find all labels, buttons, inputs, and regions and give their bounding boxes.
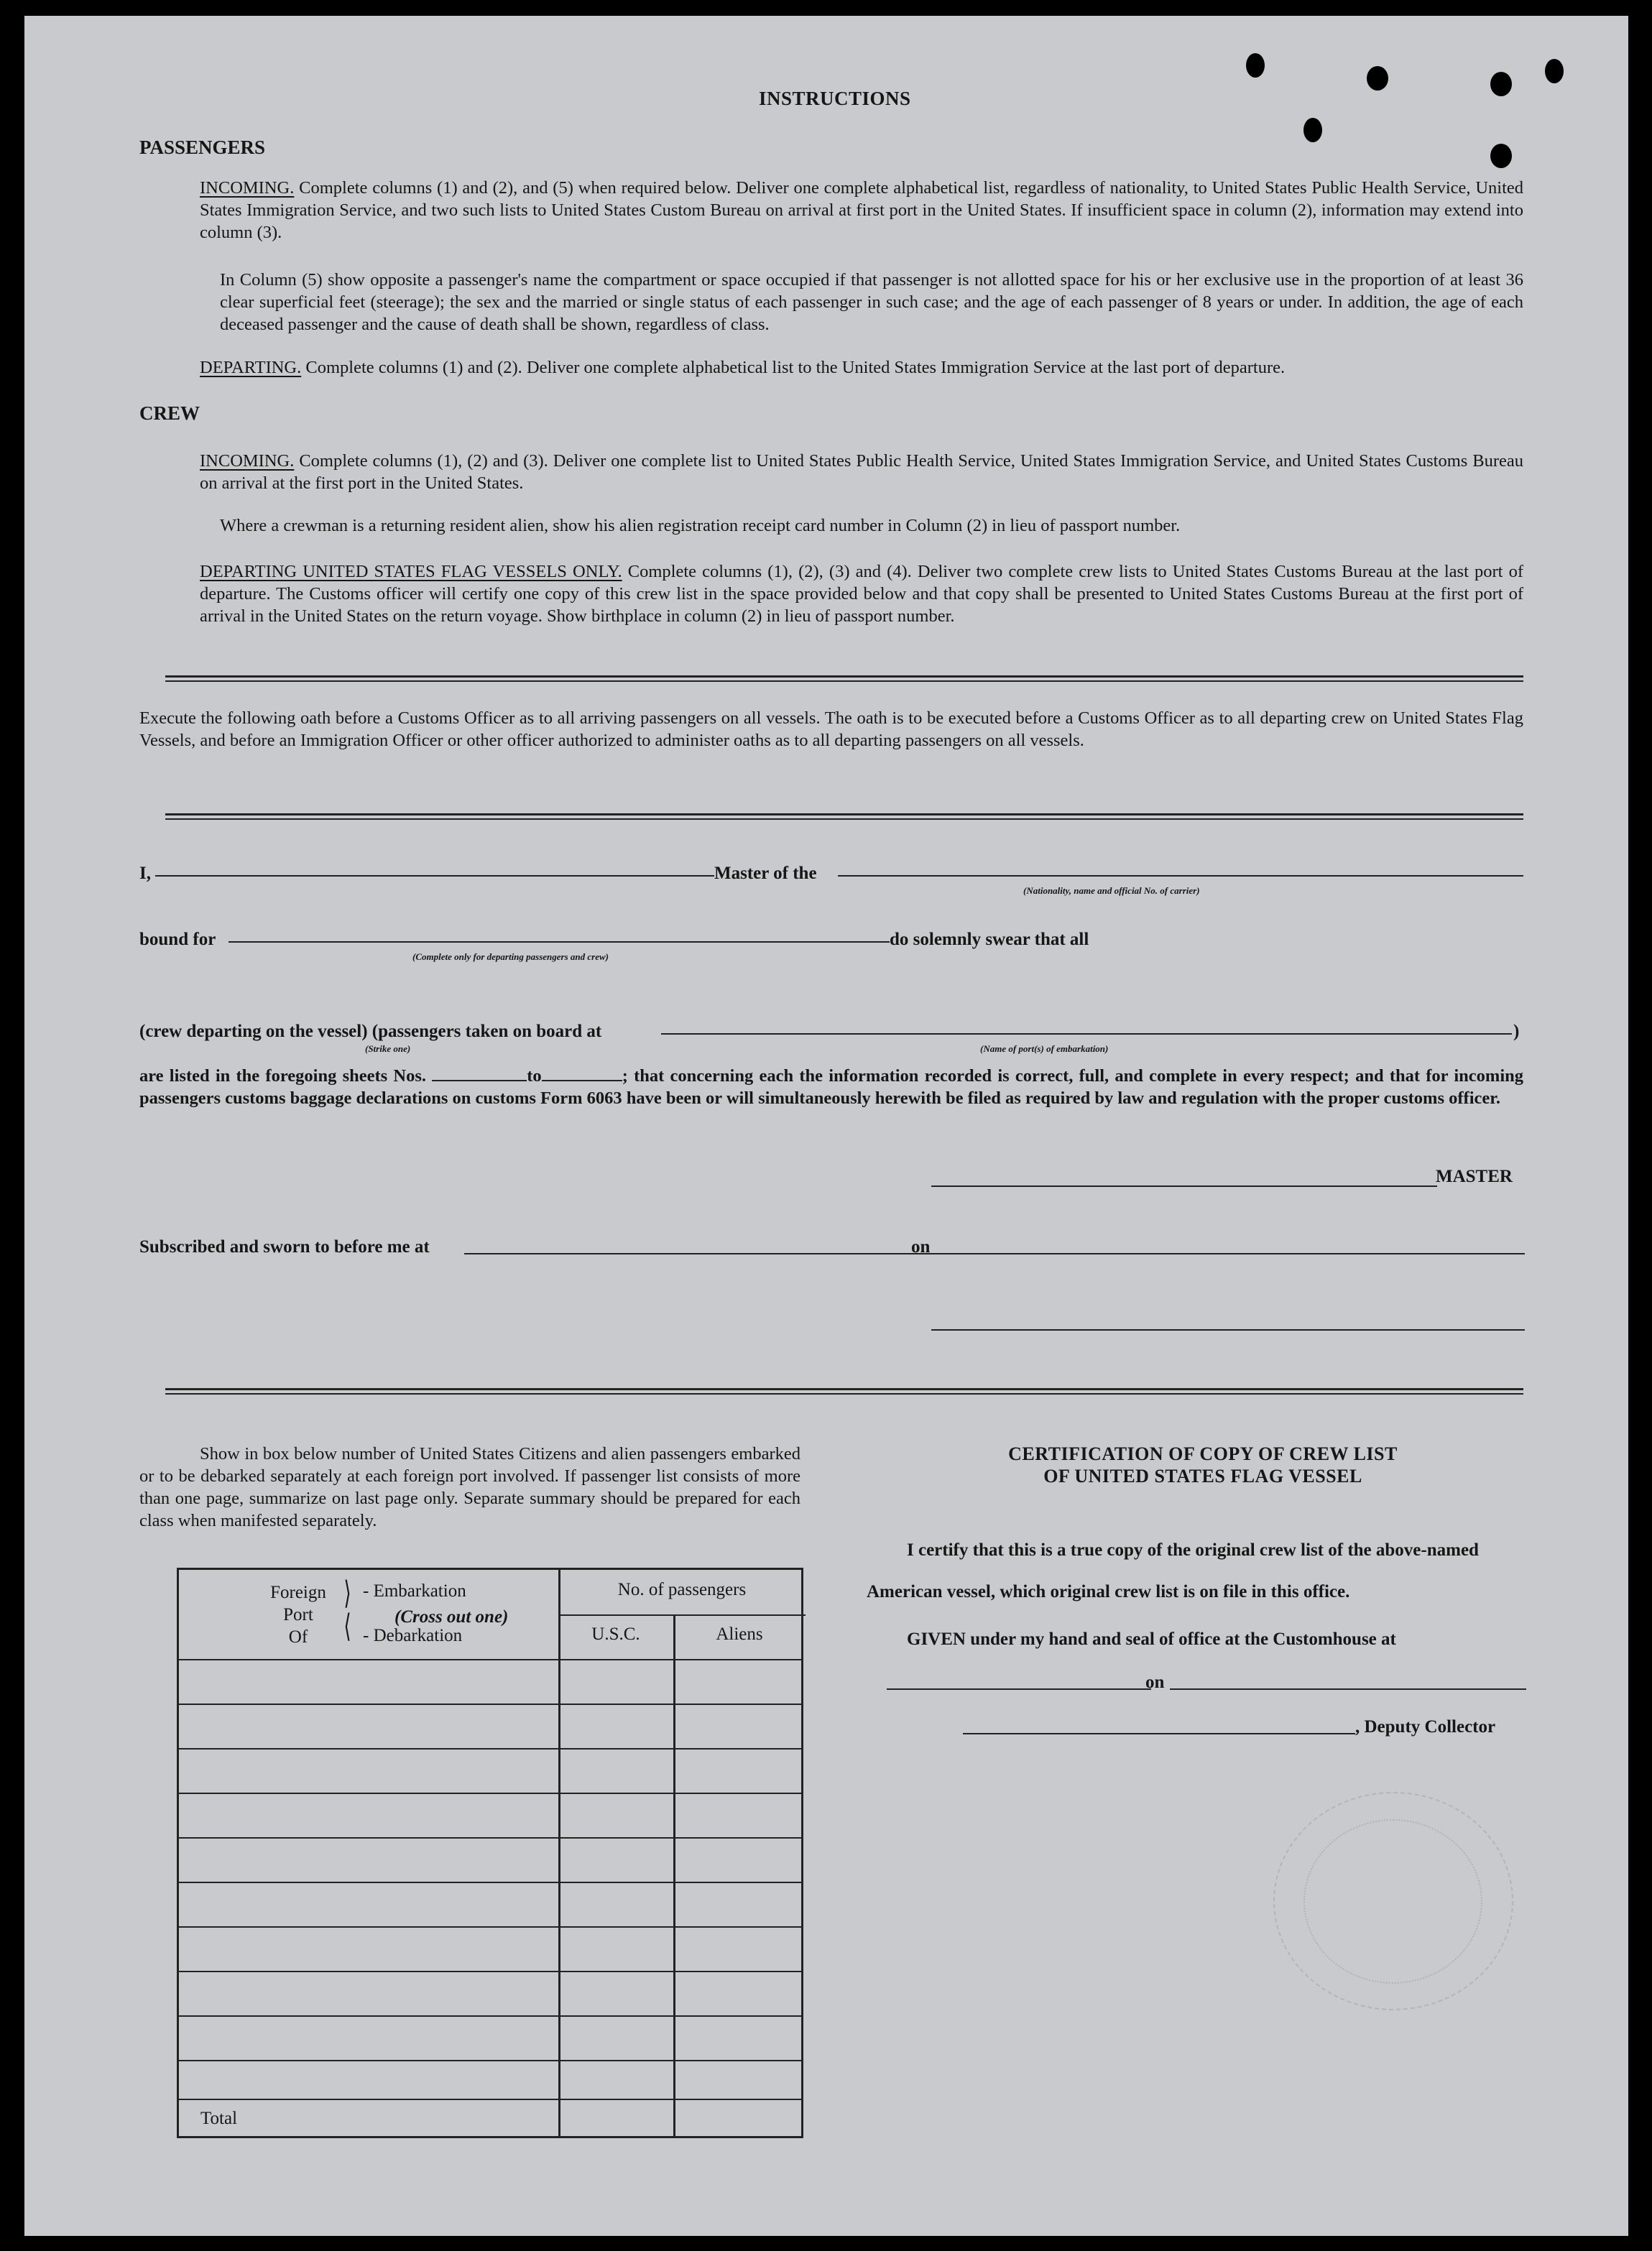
strike-one-hint: (Strike one) xyxy=(365,1043,411,1054)
ports-close-paren: ) xyxy=(1513,1022,1520,1041)
table-row-line xyxy=(179,2099,801,2100)
aliens-header: Aliens xyxy=(716,1624,763,1644)
foreign-port-header xyxy=(262,1581,334,1648)
punch-hole xyxy=(1246,53,1265,78)
section-heading-passengers: PASSENGERS xyxy=(139,137,266,158)
crew-departing-label: DEPARTING UNITED STATES FLAG VESSELS ONLY. xyxy=(200,562,622,581)
ports-hint: (Name of port(s) of embarkation) xyxy=(980,1043,1109,1054)
oath-body-text: ; that concerning each the information recorded is correct, full, and complete in every respect; and that for incoming passengers customs baggage declarations on customs Form 6063 have been or will simultaneously herewith be filed as required by law and regulation with the proper customs officer. xyxy=(139,1066,1523,1108)
bound-for-label: bound for xyxy=(139,930,216,949)
column5-paragraph: In Column (5) show opposite a passenger's name the compartment or space occupied if that passenger is not allotted space for his or her exclusive use in the proportion of at least 36 clear superficial feet (steerage); the sex and the married or single status of each passenger in such case; and the age of each passenger of 8 years or under. In addition, the age of each deceased passenger and the cause of death shall be shown, regardless of class. xyxy=(220,270,1523,334)
ports-field[interactable] xyxy=(661,1033,1512,1035)
carrier-field[interactable] xyxy=(838,875,1523,877)
sheet-to-field[interactable] xyxy=(542,1067,622,1081)
subscribed-place-field[interactable] xyxy=(464,1253,933,1254)
punch-hole xyxy=(1545,59,1564,83)
given-label: GIVEN xyxy=(907,1630,966,1649)
deputy-signature-field[interactable] xyxy=(963,1733,1355,1734)
punch-hole xyxy=(1490,144,1512,168)
passengers-incoming-paragraph xyxy=(200,177,1523,244)
certify-date-field[interactable] xyxy=(1170,1688,1526,1690)
carrier-hint: (Nationality, name and official No. of carrier) xyxy=(1023,885,1200,896)
incoming-label: INCOMING. xyxy=(200,178,295,198)
page-title: INSTRUCTIONS xyxy=(759,88,911,109)
sheet-to-label: to xyxy=(527,1066,542,1086)
given-rest: under my hand and seal of office at the Customhouse at xyxy=(970,1630,1396,1649)
port-label: Port xyxy=(283,1605,313,1624)
crewman-resident-paragraph: Where a crewman is a returning resident alien, show his alien registration receipt card number in Column (2) in lieu of passport number. xyxy=(220,516,1181,535)
table-row-line xyxy=(179,2015,801,2017)
summary-instructions: Show in box below number of United States Citizens and alien passengers embarked or to be debarked separately at each foreign port involved. If passenger list consists of more than one page, summarize on last page only. Separate summary should be prepared for each class when manifested separately. xyxy=(139,1444,800,1530)
certify-place-field[interactable] xyxy=(887,1688,1151,1690)
crew-departing-text: Complete columns (1), (2), (3) and (4). Deliver two complete crew lists to United States Customs Bureau at the last port of departure. The Customs officer will certify one copy of this crew list in the space provided below and that copy shall be presented to United States Customs Bureau at the first port of arrival in the United States on the return voyage. Show birthplace in column (2) in lieu of passport number. xyxy=(200,562,1523,626)
crew-incoming-text: Complete columns (1), (2) and (3). Deliver one complete list to United States Public Health Service, United States Immigration Service, and United States Customs Bureau on arrival at the first port in the United States. xyxy=(200,451,1524,493)
table-divider xyxy=(558,1614,806,1616)
document-page xyxy=(24,16,1628,2236)
master-name-field[interactable] xyxy=(155,875,714,877)
double-rule xyxy=(165,675,1523,682)
debarkation-label: - Debarkation xyxy=(363,1626,463,1645)
incoming-text: Complete columns (1) and (2), and (5) when required below. Deliver one complete alphabetical list, regardless of nationality, to United States Public Health Service, United States Immigration Service, and two such lists to United States Custom Bureau on arrival at first port in the United States. If insufficient space in column (2), information may extend into column (3). xyxy=(200,178,1524,242)
table-row-line xyxy=(179,2060,801,2061)
foreign-label: Foreign xyxy=(270,1583,326,1602)
cross-out-hint: (Cross out one) xyxy=(394,1607,509,1627)
sheets-nos-label: are listed in the foregoing sheets Nos. xyxy=(139,1066,427,1086)
passengers-departing-paragraph xyxy=(200,356,1523,379)
oath-i-label: I, xyxy=(139,864,151,883)
punch-hole xyxy=(1303,118,1322,142)
punch-hole xyxy=(1490,72,1512,96)
solemnly-swear-label: do solemnly swear that all xyxy=(890,930,1089,949)
double-rule xyxy=(165,813,1523,820)
certification-title-line2: OF UNITED STATES FLAG VESSEL xyxy=(1043,1466,1362,1487)
table-row-line xyxy=(179,1971,801,1972)
certify-text-line2: American vessel, which original crew list is on file in this office. xyxy=(867,1582,1350,1601)
embossed-seal-inner xyxy=(1303,1819,1482,1984)
crew-departing-oath-label: (crew departing on the vessel) (passengers taken on board at xyxy=(139,1022,602,1041)
bound-for-field[interactable] xyxy=(229,941,890,943)
embarkation-label: - Embarkation xyxy=(363,1581,466,1601)
punch-hole xyxy=(1367,66,1388,91)
of-label: Of xyxy=(288,1627,308,1647)
certify-on-label: on xyxy=(1145,1673,1165,1692)
master-label: MASTER xyxy=(1436,1167,1513,1186)
no-of-passengers-header: No. of passengers xyxy=(617,1580,747,1599)
table-row-line xyxy=(179,1882,801,1883)
table-row-line xyxy=(179,1748,801,1750)
subscribed-label: Subscribed and sworn to before me at xyxy=(139,1237,430,1257)
brace: ⟩ ⟨ xyxy=(343,1576,351,1644)
certification-title-line1: CERTIFICATION OF COPY OF CREW LIST xyxy=(1008,1443,1398,1464)
table-divider xyxy=(558,1570,560,2136)
section-heading-crew: CREW xyxy=(139,402,200,424)
double-rule xyxy=(165,1388,1523,1395)
table-row-line xyxy=(179,1793,801,1794)
officer-signature-field[interactable] xyxy=(931,1329,1525,1331)
certify-text-line1: I certify that this is a true copy of the original crew list of the above-named xyxy=(907,1540,1479,1560)
given-text xyxy=(907,1630,1396,1650)
crew-incoming-label: INCOMING. xyxy=(200,451,295,471)
oath-instructions: Execute the following oath before a Customs Officer as to all arriving passengers on all vessels. The oath is to be executed before a Customs Officer as to all departing crew on United States Flag Vessels, and before an Immigration Officer or other officer authorized to administer oaths as to all departing passengers on all vessels. xyxy=(139,708,1523,750)
table-divider xyxy=(673,1614,675,2136)
subscribed-date-field[interactable] xyxy=(933,1253,1525,1254)
usc-header: U.S.C. xyxy=(591,1624,640,1644)
departing-text: Complete columns (1) and (2). Deliver one complete alphabetical list to the United States Immigration Service at the last port of departure. xyxy=(305,358,1286,377)
table-row-line xyxy=(179,1837,801,1839)
master-of-the-label: Master of the xyxy=(714,864,817,883)
sheet-from-field[interactable] xyxy=(432,1067,527,1081)
total-label: Total xyxy=(200,2109,238,2128)
table-row-line xyxy=(179,1704,801,1705)
table-row-line xyxy=(179,1926,801,1928)
departing-label: DEPARTING. xyxy=(200,358,302,377)
oath-body xyxy=(139,1065,1523,1109)
passenger-summary-table xyxy=(177,1568,803,2138)
crew-incoming-paragraph xyxy=(200,450,1523,494)
deputy-collector-label: , Deputy Collector xyxy=(1355,1717,1496,1737)
bound-for-hint: (Complete only for departing passengers and crew) xyxy=(412,951,609,962)
crew-departing-paragraph xyxy=(200,560,1523,627)
master-signature-field[interactable] xyxy=(931,1185,1437,1187)
certification-title xyxy=(844,1443,1562,1487)
table-row-line xyxy=(179,1659,801,1660)
subscribed-on-label: on xyxy=(911,1237,931,1257)
